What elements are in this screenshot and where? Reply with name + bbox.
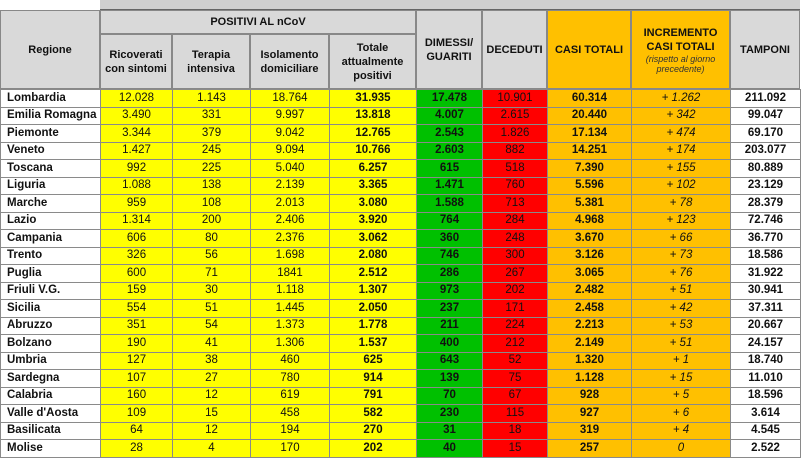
header-ricoverati: Ricoverati con sintomi: [100, 34, 172, 89]
table-header: [0, 10, 800, 89]
cell-casi-totali: 7.390: [548, 160, 632, 178]
cell-terapia: 71: [173, 265, 251, 283]
cell-regione: Liguria: [1, 177, 101, 195]
cell-dimessi: 286: [417, 265, 483, 283]
cell-ricoverati: 127: [101, 352, 173, 370]
cell-regione: Basilicata: [1, 422, 101, 440]
cell-ricoverati: 606: [101, 230, 173, 248]
table-row: [1, 352, 801, 370]
header-regione: Regione: [0, 10, 100, 89]
header-casi-totali: CASI TOTALI: [547, 10, 631, 89]
cell-incremento: 0: [632, 440, 731, 458]
cell-deceduti: 212: [483, 335, 548, 353]
cell-dimessi: 4.007: [417, 107, 483, 125]
cell-dimessi: 360: [417, 230, 483, 248]
cell-terapia: 1.143: [173, 90, 251, 108]
cell-dimessi: 764: [417, 212, 483, 230]
header-positivi-group: POSITIVI AL nCoV: [100, 10, 416, 34]
cell-isolamento: 194: [251, 422, 330, 440]
cell-dimessi: 1.588: [417, 195, 483, 213]
cell-incremento: + 53: [632, 317, 731, 335]
cell-regione: Sardegna: [1, 370, 101, 388]
cell-isolamento: 2.406: [251, 212, 330, 230]
cell-casi-totali: 1.128: [548, 370, 632, 388]
cell-totale-positivi: 914: [330, 370, 417, 388]
cell-regione: Toscana: [1, 160, 101, 178]
cell-tamponi: 11.010: [731, 370, 801, 388]
cell-ricoverati: 64: [101, 422, 173, 440]
cell-casi-totali: 20.440: [548, 107, 632, 125]
header-totale-positivi: Totale attualmente positivi: [329, 34, 416, 89]
cell-tamponi: 28.379: [731, 195, 801, 213]
cell-deceduti: 15: [483, 440, 548, 458]
cell-incremento: + 123: [632, 212, 731, 230]
cell-incremento: + 42: [632, 300, 731, 318]
cell-dimessi: 400: [417, 335, 483, 353]
cell-dimessi: 2.603: [417, 142, 483, 160]
cell-dimessi: 237: [417, 300, 483, 318]
cell-incremento: + 342: [632, 107, 731, 125]
cell-dimessi: 2.543: [417, 125, 483, 143]
cell-incremento: + 1.262: [632, 90, 731, 108]
cell-ricoverati: 160: [101, 387, 173, 405]
header-incremento-label: INCREMENTO CASI TOTALI: [643, 26, 718, 53]
cell-ricoverati: 600: [101, 265, 173, 283]
cell-incremento: + 155: [632, 160, 731, 178]
cell-casi-totali: 2.482: [548, 282, 632, 300]
cell-incremento: + 73: [632, 247, 731, 265]
cell-regione: Marche: [1, 195, 101, 213]
cell-isolamento: 2.376: [251, 230, 330, 248]
cell-incremento: + 51: [632, 335, 731, 353]
cell-casi-totali: 4.968: [548, 212, 632, 230]
cell-isolamento: 2.139: [251, 177, 330, 195]
cell-ricoverati: 190: [101, 335, 173, 353]
cell-totale-positivi: 270: [330, 422, 417, 440]
cell-dimessi: 70: [417, 387, 483, 405]
table-row: [1, 90, 801, 108]
cell-deceduti: 171: [483, 300, 548, 318]
cell-casi-totali: 3.670: [548, 230, 632, 248]
cell-totale-positivi: 2.512: [330, 265, 417, 283]
cell-casi-totali: 927: [548, 405, 632, 423]
cell-totale-positivi: 582: [330, 405, 417, 423]
cell-ricoverati: 109: [101, 405, 173, 423]
table-row: [1, 335, 801, 353]
cell-ricoverati: 12.028: [101, 90, 173, 108]
cell-totale-positivi: 3.920: [330, 212, 417, 230]
cell-tamponi: 69.170: [731, 125, 801, 143]
cell-regione: Campania: [1, 230, 101, 248]
table-row: [1, 387, 801, 405]
cell-ricoverati: 1.088: [101, 177, 173, 195]
cell-deceduti: 67: [483, 387, 548, 405]
cell-regione: Bolzano: [1, 335, 101, 353]
cell-isolamento: 1.373: [251, 317, 330, 335]
cell-tamponi: 2.522: [731, 440, 801, 458]
cell-deceduti: 760: [483, 177, 548, 195]
cell-casi-totali: 2.149: [548, 335, 632, 353]
cell-deceduti: 300: [483, 247, 548, 265]
cell-isolamento: 1.306: [251, 335, 330, 353]
cell-totale-positivi: 1.778: [330, 317, 417, 335]
cell-tamponi: 36.770: [731, 230, 801, 248]
cell-incremento: + 78: [632, 195, 731, 213]
cell-incremento: + 6: [632, 405, 731, 423]
cell-ricoverati: 3.490: [101, 107, 173, 125]
cell-deceduti: 713: [483, 195, 548, 213]
cell-isolamento: 1.698: [251, 247, 330, 265]
cell-terapia: 30: [173, 282, 251, 300]
cell-terapia: 225: [173, 160, 251, 178]
table-row: [1, 265, 801, 283]
cell-terapia: 54: [173, 317, 251, 335]
cell-totale-positivi: 625: [330, 352, 417, 370]
cell-ricoverati: 28: [101, 440, 173, 458]
cell-terapia: 12: [173, 422, 251, 440]
cell-tamponi: 30.941: [731, 282, 801, 300]
cell-regione: Umbria: [1, 352, 101, 370]
cell-dimessi: 1.471: [417, 177, 483, 195]
cell-casi-totali: 60.314: [548, 90, 632, 108]
cell-tamponi: 3.614: [731, 405, 801, 423]
data-table: [0, 89, 801, 458]
table-row: [1, 440, 801, 458]
cell-ricoverati: 351: [101, 317, 173, 335]
cell-dimessi: 31: [417, 422, 483, 440]
cell-incremento: + 15: [632, 370, 731, 388]
cell-dimessi: 643: [417, 352, 483, 370]
cell-deceduti: 248: [483, 230, 548, 248]
cell-dimessi: 211: [417, 317, 483, 335]
cell-totale-positivi: 10.766: [330, 142, 417, 160]
cell-dimessi: 40: [417, 440, 483, 458]
cell-casi-totali: 17.134: [548, 125, 632, 143]
cell-isolamento: 9.997: [251, 107, 330, 125]
cell-isolamento: 458: [251, 405, 330, 423]
table-row: [1, 300, 801, 318]
cell-terapia: 4: [173, 440, 251, 458]
cell-regione: Molise: [1, 440, 101, 458]
cell-terapia: 138: [173, 177, 251, 195]
cell-ricoverati: 992: [101, 160, 173, 178]
cell-totale-positivi: 12.765: [330, 125, 417, 143]
cell-tamponi: 80.889: [731, 160, 801, 178]
cell-regione: Puglia: [1, 265, 101, 283]
cell-isolamento: 9.094: [251, 142, 330, 160]
cell-deceduti: 882: [483, 142, 548, 160]
cell-casi-totali: 3.065: [548, 265, 632, 283]
cell-terapia: 379: [173, 125, 251, 143]
cell-terapia: 80: [173, 230, 251, 248]
cell-isolamento: 1841: [251, 265, 330, 283]
cell-deceduti: 284: [483, 212, 548, 230]
cell-deceduti: 202: [483, 282, 548, 300]
cell-casi-totali: 14.251: [548, 142, 632, 160]
cell-ricoverati: 959: [101, 195, 173, 213]
cell-deceduti: 75: [483, 370, 548, 388]
header-incremento: [631, 10, 730, 89]
cell-isolamento: 18.764: [251, 90, 330, 108]
cell-ricoverati: 159: [101, 282, 173, 300]
cell-tamponi: 37.311: [731, 300, 801, 318]
cell-regione: Lombardia: [1, 90, 101, 108]
cell-regione: Trento: [1, 247, 101, 265]
cell-casi-totali: 5.596: [548, 177, 632, 195]
cell-deceduti: 52: [483, 352, 548, 370]
cell-ricoverati: 3.344: [101, 125, 173, 143]
cell-dimessi: 139: [417, 370, 483, 388]
cell-regione: Sicilia: [1, 300, 101, 318]
header-deceduti: DECEDUTI: [482, 10, 547, 89]
cell-isolamento: 2.013: [251, 195, 330, 213]
table-row: [1, 317, 801, 335]
cell-isolamento: 5.040: [251, 160, 330, 178]
cell-totale-positivi: 1.537: [330, 335, 417, 353]
cell-casi-totali: 1.320: [548, 352, 632, 370]
cell-terapia: 200: [173, 212, 251, 230]
cell-casi-totali: 928: [548, 387, 632, 405]
cell-terapia: 27: [173, 370, 251, 388]
cell-deceduti: 1.826: [483, 125, 548, 143]
cell-isolamento: 460: [251, 352, 330, 370]
cell-incremento: + 76: [632, 265, 731, 283]
table-row: [1, 247, 801, 265]
cell-regione: Emilia Romagna: [1, 107, 101, 125]
cell-totale-positivi: 6.257: [330, 160, 417, 178]
cell-casi-totali: 257: [548, 440, 632, 458]
cell-incremento: + 5: [632, 387, 731, 405]
cell-terapia: 41: [173, 335, 251, 353]
cell-totale-positivi: 31.935: [330, 90, 417, 108]
cell-casi-totali: 3.126: [548, 247, 632, 265]
header-dimessi: DIMESSI/ GUARITI: [416, 10, 482, 89]
table-row: [1, 107, 801, 125]
cell-terapia: 56: [173, 247, 251, 265]
cell-totale-positivi: 202: [330, 440, 417, 458]
cell-isolamento: 1.445: [251, 300, 330, 318]
cell-deceduti: 224: [483, 317, 548, 335]
cell-tamponi: 20.667: [731, 317, 801, 335]
cell-tamponi: 211.092: [731, 90, 801, 108]
cell-tamponi: 31.922: [731, 265, 801, 283]
cell-terapia: 108: [173, 195, 251, 213]
cell-ricoverati: 1.427: [101, 142, 173, 160]
cell-terapia: 15: [173, 405, 251, 423]
cell-dimessi: 230: [417, 405, 483, 423]
table-row: [1, 422, 801, 440]
table-row: [1, 125, 801, 143]
cell-casi-totali: 5.381: [548, 195, 632, 213]
cell-deceduti: 2.615: [483, 107, 548, 125]
header-incremento-note: (rispetto al giorno precedente): [645, 53, 716, 74]
cell-terapia: 331: [173, 107, 251, 125]
cell-isolamento: 780: [251, 370, 330, 388]
cell-totale-positivi: 13.818: [330, 107, 417, 125]
table-row: [1, 405, 801, 423]
cell-tamponi: 99.047: [731, 107, 801, 125]
cell-deceduti: 18: [483, 422, 548, 440]
cell-tamponi: 18.740: [731, 352, 801, 370]
cell-tamponi: 23.129: [731, 177, 801, 195]
cell-dimessi: 615: [417, 160, 483, 178]
cell-tamponi: 203.077: [731, 142, 801, 160]
cell-regione: Piemonte: [1, 125, 101, 143]
cell-incremento: + 4: [632, 422, 731, 440]
top-banner-cropped: [100, 0, 800, 10]
cell-casi-totali: 2.458: [548, 300, 632, 318]
cell-totale-positivi: 1.307: [330, 282, 417, 300]
cell-incremento: + 474: [632, 125, 731, 143]
cell-deceduti: 267: [483, 265, 548, 283]
cell-casi-totali: 319: [548, 422, 632, 440]
cell-ricoverati: 1.314: [101, 212, 173, 230]
cell-regione: Abruzzo: [1, 317, 101, 335]
table-row: [1, 160, 801, 178]
cell-totale-positivi: 2.050: [330, 300, 417, 318]
cell-regione: Veneto: [1, 142, 101, 160]
cell-isolamento: 9.042: [251, 125, 330, 143]
cell-regione: Lazio: [1, 212, 101, 230]
cell-regione: Valle d'Aosta: [1, 405, 101, 423]
cell-deceduti: 518: [483, 160, 548, 178]
cell-incremento: + 102: [632, 177, 731, 195]
table-row: [1, 282, 801, 300]
cell-tamponi: 18.586: [731, 247, 801, 265]
cell-incremento: + 1: [632, 352, 731, 370]
cell-isolamento: 1.118: [251, 282, 330, 300]
cell-terapia: 12: [173, 387, 251, 405]
cell-isolamento: 170: [251, 440, 330, 458]
table-row: [1, 230, 801, 248]
table-row: [1, 195, 801, 213]
cell-dimessi: 973: [417, 282, 483, 300]
cell-tamponi: 18.596: [731, 387, 801, 405]
table-row: [1, 370, 801, 388]
cell-terapia: 38: [173, 352, 251, 370]
cell-deceduti: 115: [483, 405, 548, 423]
cell-ricoverati: 107: [101, 370, 173, 388]
cell-ricoverati: 554: [101, 300, 173, 318]
cell-incremento: + 66: [632, 230, 731, 248]
cell-totale-positivi: 2.080: [330, 247, 417, 265]
table-body: [1, 90, 801, 458]
cell-dimessi: 17.478: [417, 90, 483, 108]
cell-totale-positivi: 3.062: [330, 230, 417, 248]
cell-dimessi: 746: [417, 247, 483, 265]
table-row: [1, 142, 801, 160]
header-tamponi: TAMPONI: [730, 10, 800, 89]
cell-totale-positivi: 3.080: [330, 195, 417, 213]
cell-tamponi: 4.545: [731, 422, 801, 440]
cell-tamponi: 72.746: [731, 212, 801, 230]
header-terapia: Terapia intensiva: [172, 34, 250, 89]
cell-regione: Calabria: [1, 387, 101, 405]
cell-incremento: + 174: [632, 142, 731, 160]
cell-terapia: 51: [173, 300, 251, 318]
table-row: [1, 212, 801, 230]
cell-casi-totali: 2.213: [548, 317, 632, 335]
cell-tamponi: 24.157: [731, 335, 801, 353]
cell-terapia: 245: [173, 142, 251, 160]
cell-deceduti: 10.901: [483, 90, 548, 108]
cell-regione: Friuli V.G.: [1, 282, 101, 300]
cell-isolamento: 619: [251, 387, 330, 405]
cell-totale-positivi: 791: [330, 387, 417, 405]
table-row: [1, 177, 801, 195]
cell-totale-positivi: 3.365: [330, 177, 417, 195]
cell-ricoverati: 326: [101, 247, 173, 265]
cell-incremento: + 51: [632, 282, 731, 300]
header-isolamento: Isolamento domiciliare: [250, 34, 329, 89]
